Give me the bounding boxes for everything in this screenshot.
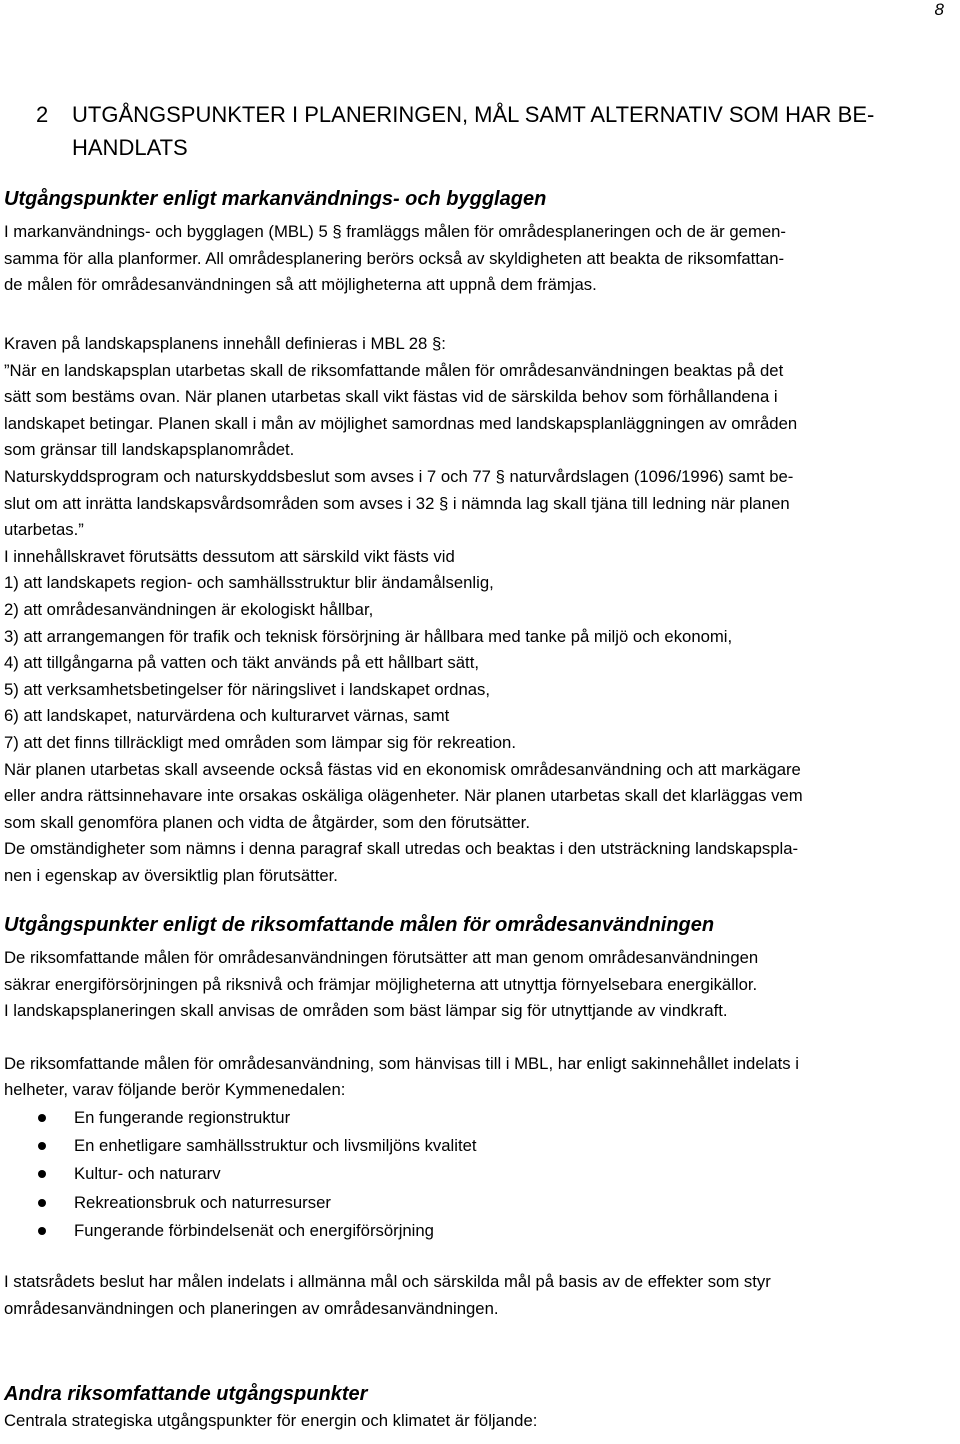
quote-line: landskapet betingar. Planen skall i mån av möjlighet samordnas med landskapsplanläggningen av områden [4, 413, 798, 433]
goal-list-item: En enhetligare samhällsstruktur och livsmiljöns kvalitet [4, 1132, 954, 1160]
quote-line: 5) att verksamhetsbetingelser för näringslivet i landskapet ordnas, [4, 679, 491, 699]
quote-line: som gränsar till landskapsplanområdet. [4, 440, 295, 460]
quote-line: De omständigheter som nämns i denna paragraf skall utredas och beaktas i den utsträckning landskapspla- [4, 839, 799, 859]
quote-line: som skall genomföra planen och vidta de åtgärder, som den förutsätter. [4, 812, 530, 832]
quote-line: utarbetas.” [4, 520, 84, 540]
paragraph-line: områdesanvändningen och planeringen av områdesanvändningen. [4, 1298, 499, 1318]
section-heading-andra: Andra riksomfattande utgångspunkter [4, 1383, 368, 1405]
goal-list [4, 1104, 954, 1245]
quote-line: 7) att det finns tillräckligt med områden som lämpar sig för rekreation. [4, 732, 516, 752]
quote-line: När planen utarbetas skall avseende också fästas vid en ekonomisk områdesanvändning och att markägare [4, 759, 801, 779]
paragraph-line: Centrala strategiska utgångspunkter för energin och klimatet är följande: [4, 1411, 538, 1430]
chapter-title-line2: HANDLATS [72, 135, 188, 160]
riksomfattande-paragraph-1 [4, 945, 954, 1025]
section-heading-mbl: Utgångspunkter enligt markanvändnings- och bygglagen [4, 188, 547, 210]
riksomfattande-paragraph-3 [4, 1269, 954, 1322]
quote-line: eller andra rättsinnehavare inte orsakas oskäliga olägenheter. När planen utarbetas skall det klarläggas vem [4, 786, 803, 806]
goal-list-item: En fungerande regionstruktur [4, 1104, 954, 1132]
paragraph-line: I landskapsplaneringen skall anvisas de områden som bäst lämpar sig för utnyttjande av vindkraft. [4, 1001, 728, 1021]
quote-line: ”När en landskapsplan utarbetas skall de riksomfattande målen för områdesanvändningen beaktas på det [4, 360, 784, 380]
quote-line: 6) att landskapet, naturvärdena och kulturarvet värnas, samt [4, 706, 450, 726]
goal-list-item: Fungerande förbindelsenät och energiförsörjning [4, 1217, 954, 1245]
quote-line: 2) att områdesanvändningen är ekologiskt hållbar, [4, 599, 374, 619]
section-andra [4, 1383, 954, 1435]
quote-line: I innehållskravet förutsätts dessutom att särskild vikt fästs vid [4, 546, 455, 566]
section-riksomfattande [4, 914, 954, 1322]
quote-line: Kraven på landskapsplanens innehåll definieras i MBL 28 §: [4, 334, 446, 353]
chapter-heading [36, 98, 874, 164]
mbl-quote [4, 331, 954, 889]
paragraph-line: helheter, varav följande berör Kymmenedalen: [4, 1080, 346, 1100]
quote-line: 1) att landskapets region- och samhällsstruktur blir ändamålsenlig, [4, 573, 494, 593]
paragraph-line: samma för alla planformer. All områdesplanering berörs också av skyldigheten att beakta de riksomfattan- [4, 248, 785, 268]
quote-line: 3) att arrangemangen för trafik och teknisk försörjning är hållbara med tanke på miljö och ekonomi, [4, 626, 733, 646]
goal-list-item: Rekreationsbruk och naturresurser [4, 1189, 954, 1217]
paragraph-line: De riksomfattande målen för områdesanvändning, som hänvisas till i MBL, har enligt sakinnehållet indelats i [4, 1053, 799, 1073]
section-heading-riksomfattande: Utgångspunkter enligt de riksomfattande målen för områdesanvändningen [4, 914, 715, 936]
chapter-number: 2 [36, 102, 49, 127]
quote-line: slut om att inrätta landskapsvårdsområden som avses i 32 § i nämnda lag skall tjäna till ledning när planen [4, 493, 790, 513]
section-mbl [4, 188, 954, 299]
paragraph-line: de målen för områdesanvändningen så att möjligheterna att uppnå dem främjas. [4, 275, 597, 295]
quote-line: 4) att tillgångarna på vatten och täkt används på ett hållbart sätt, [4, 653, 479, 673]
chapter-title-line1: UTGÅNGSPUNKTER I PLANERINGEN, MÅL SAMT ALTERNATIV SOM HAR BE- [72, 102, 875, 127]
riksomfattande-paragraph-2 [4, 1051, 954, 1104]
paragraph-line: I markanvändnings- och bygglagen (MBL) 5 § framläggs målen för områdesplaneringen och de är gemen- [4, 222, 786, 241]
paragraph-line: säkrar energiförsörjningen på riksnivå och främjar möjligheterna att utnyttja förnyelsebara energikällor. [4, 974, 758, 994]
section-mbl-paragraph [4, 219, 954, 299]
page-number: 8 [934, 0, 944, 19]
paragraph-line: De riksomfattande målen för områdesanvändningen förutsätter att man genom områdesanvändningen [4, 948, 759, 967]
goal-list-item: Kultur- och naturarv [4, 1160, 954, 1188]
paragraph-line: I statsrådets beslut har målen indelats i allmänna mål och särskilda mål på basis av de effekter som styr [4, 1271, 771, 1291]
quote-line: sätt som bestäms ovan. När planen utarbetas skall vikt fästas vid de särskilda behov som förhållandena i [4, 387, 778, 407]
quote-line: Naturskyddsprogram och naturskyddsbeslut som avses i 7 och 77 § naturvårdslagen (1096/1996) samt be- [4, 466, 794, 486]
quote-line: nen i egenskap av översiktlig plan förutsätter. [4, 865, 338, 885]
